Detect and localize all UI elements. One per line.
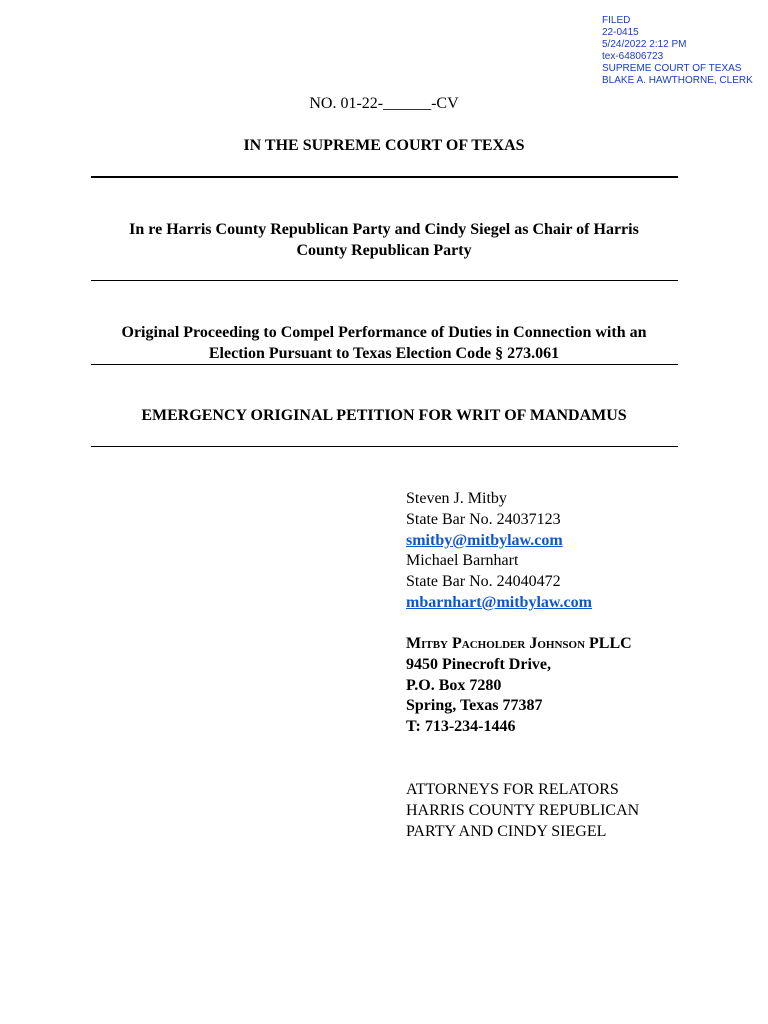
in-re-caption — [91, 219, 677, 261]
divider-rule — [91, 280, 678, 281]
divider-rule — [91, 446, 678, 447]
proceeding-line-1: Original Proceeding to Compel Performance of Duties in Connection with an — [121, 324, 647, 341]
attorney-1-name: Steven J. Mitby — [406, 490, 507, 507]
divider-rule — [91, 176, 678, 178]
attorneys-for-line-2: HARRIS COUNTY REPUBLICAN — [406, 801, 640, 819]
firm-address-line-2: P.O. Box 7280 — [406, 676, 502, 694]
stamp-line-envelope: tex-64806723 — [602, 51, 664, 62]
firm-address-line-1: 9450 Pinecroft Drive, — [406, 655, 551, 673]
firm-name — [406, 634, 632, 655]
divider-rule — [91, 364, 678, 365]
firm-name-main: Mitby Pacholder Johnson — [406, 635, 586, 652]
firm-city: Spring, Texas 77387 — [406, 697, 543, 715]
case-number: NO. 01-22-______-CV — [309, 95, 459, 112]
filing-stamp — [602, 15, 753, 87]
court-heading: IN THE SUPREME COURT OF TEXAS — [243, 137, 525, 154]
stamp-line-filed: FILED — [602, 15, 631, 26]
attorney-2-name: Michael Barnhart — [406, 552, 519, 570]
firm-block — [406, 634, 632, 738]
petition-title: EMERGENCY ORIGINAL PETITION FOR WRIT OF MANDAMUS — [141, 407, 627, 424]
stamp-line-docket: 22-0415 — [602, 27, 639, 38]
in-re-line-2: County Republican Party — [296, 242, 472, 259]
in-re-line-1: In re Harris County Republican Party and Cindy Siegel as Chair of Harris — [129, 221, 639, 238]
attorney-2-bar-number: State Bar No. 24040472 — [406, 573, 561, 591]
stamp-line-court: SUPREME COURT OF TEXAS — [602, 63, 742, 74]
firm-phone: T: 713-234-1446 — [406, 718, 516, 736]
stamp-line-clerk: BLAKE A. HAWTHORNE, CLERK — [602, 75, 753, 86]
attorneys-for-line-3: PARTY AND CINDY SIEGEL — [406, 822, 607, 840]
proceeding-line-2: Election Pursuant to Texas Election Code § 273.061 — [208, 345, 560, 362]
stamp-line-timestamp: 5/24/2022 2:12 PM — [602, 39, 687, 50]
attorney-2-email-link[interactable]: mbarnhart@mitbylaw.com — [406, 593, 592, 611]
attorney-1-email-link[interactable]: smitby@mitbylaw.com — [406, 531, 563, 549]
proceeding-caption — [91, 322, 677, 364]
attorneys-for-block — [406, 780, 639, 842]
counsel-block — [406, 489, 592, 614]
firm-name-suffix: PLLC — [585, 635, 632, 652]
attorney-1-bar-number: State Bar No. 24037123 — [406, 510, 561, 528]
attorneys-for-line-1: ATTORNEYS FOR RELATORS — [406, 781, 619, 798]
